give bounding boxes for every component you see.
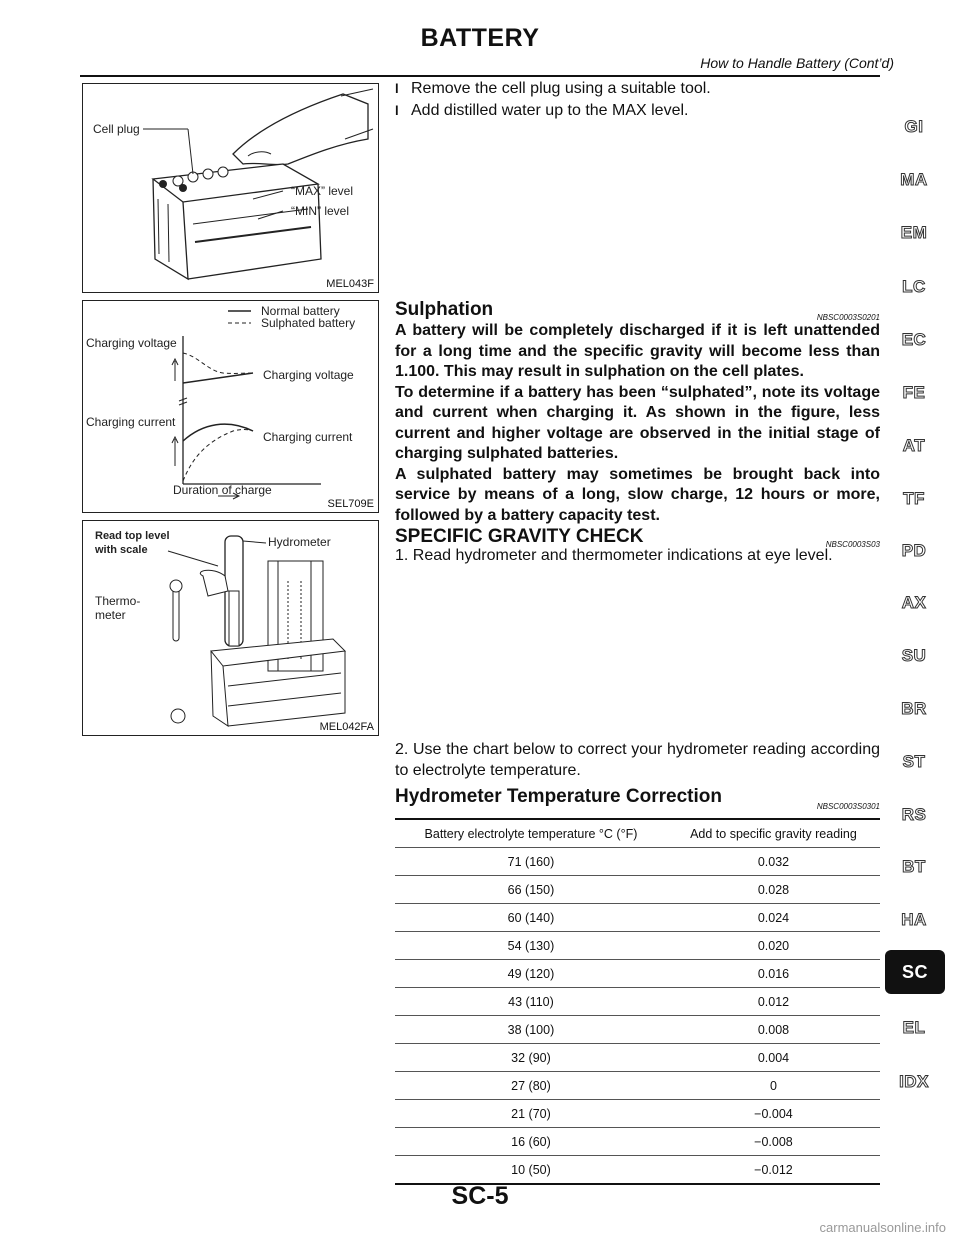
sulphation-text-2: To determine if a battery has been “sulphated”, note its voltage and current when charging it. As shown in the figure, less current and higher voltage are observed in the initial stage of charging sulphated batteries. <box>395 383 880 462</box>
side-tab-fe[interactable]: FE <box>902 383 926 402</box>
table-row <box>395 904 880 932</box>
cell-temperature: 49 (120) <box>395 960 667 988</box>
side-tab-su[interactable]: SU <box>901 646 927 665</box>
table-row <box>395 876 880 904</box>
gravity-step-2: 2. Use the chart below to correct your hydrometer reading according to electrolyte temperature. <box>395 741 880 779</box>
side-tab-el[interactable]: EL <box>902 1018 926 1037</box>
side-tab-lc[interactable]: LC <box>902 277 926 296</box>
side-tab-at[interactable]: AT <box>902 436 926 455</box>
table-row <box>395 960 880 988</box>
cell-temperature: 16 (60) <box>395 1128 667 1156</box>
cell-temperature: 60 (140) <box>395 904 667 932</box>
page-subtitle: How to Handle Battery (Cont’d) <box>700 55 894 71</box>
label-thermometer-1: Thermo- <box>95 594 141 608</box>
bullet-item <box>395 102 688 120</box>
cell-temperature: 54 (130) <box>395 932 667 960</box>
side-tab-br[interactable]: BR <box>901 699 927 718</box>
cell-correction: 0.012 <box>667 988 880 1016</box>
cell-correction: 0 <box>667 1072 880 1100</box>
section-code: NBSC0003S0201 <box>816 313 880 322</box>
side-tab-em[interactable]: EM <box>900 223 928 242</box>
label-charging-current: Charging current <box>263 430 353 444</box>
temperature-correction-table <box>395 818 880 1185</box>
cell-correction: −0.012 <box>667 1156 880 1185</box>
table-row <box>395 1100 880 1128</box>
figure-caption: SEL709E <box>327 498 374 510</box>
bullet-text: Remove the cell plug using a suitable tool. <box>411 80 711 97</box>
side-tab-rs[interactable]: RS <box>901 805 927 824</box>
side-tab-ma[interactable]: MA <box>900 170 928 189</box>
side-tab-gi[interactable]: GI <box>904 117 924 136</box>
cell-temperature: 27 (80) <box>395 1072 667 1100</box>
figure-hydrometer <box>82 520 379 736</box>
charging-chart-illustration <box>83 301 378 512</box>
section-code: NBSC0003S03 <box>825 540 880 549</box>
column-header: Add to specific gravity reading <box>667 819 880 848</box>
label-min-level: “MIN” level <box>291 204 350 218</box>
page-number: SC-5 <box>451 1182 509 1210</box>
cell-correction: 0.016 <box>667 960 880 988</box>
bullet-text: Add distilled water up to the MAX level. <box>411 102 689 119</box>
section-heading-specific-gravity: SPECIFIC GRAVITY CHECK <box>395 526 644 547</box>
cell-correction: −0.008 <box>667 1128 880 1156</box>
label-charging-current-axis: Charging current <box>86 415 176 429</box>
label-max-level: “MAX” level <box>291 184 354 198</box>
table-row <box>395 1072 880 1100</box>
label-read-top-2: with scale <box>95 544 148 556</box>
cell-correction: 0.032 <box>667 848 880 876</box>
table-row <box>395 1128 880 1156</box>
side-tab-bt[interactable]: BT <box>902 857 926 876</box>
section-heading-sulphation: Sulphation <box>395 299 494 320</box>
table-row <box>395 1156 880 1185</box>
label-duration: Duration of charge <box>173 483 272 497</box>
side-tab-idx[interactable]: IDX <box>899 1072 929 1091</box>
column-header: Battery electrolyte temperature °C (°F) <box>395 819 667 848</box>
table-row <box>395 932 880 960</box>
cell-correction: 0.024 <box>667 904 880 932</box>
watermark-text: carmanualsonline.info <box>819 1220 946 1235</box>
figure-caption: MEL042FA <box>319 721 374 733</box>
legend-normal: Normal battery <box>261 304 340 318</box>
legend-sulphated: Sulphated battery <box>261 316 356 330</box>
cell-temperature: 32 (90) <box>395 1044 667 1072</box>
bullet-marker: l <box>395 81 399 96</box>
bullet-item <box>395 80 711 98</box>
side-tab-ec[interactable]: EC <box>901 330 927 349</box>
sulphation-paragraph <box>395 321 880 526</box>
label-hydrometer: Hydrometer <box>268 535 331 549</box>
figure-sulphation-chart <box>82 300 379 513</box>
cell-temperature: 66 (150) <box>395 876 667 904</box>
figure-caption: MEL043F <box>326 278 374 290</box>
cell-temperature: 38 (100) <box>395 1016 667 1044</box>
cell-correction: −0.004 <box>667 1100 880 1128</box>
side-tab-st[interactable]: ST <box>902 752 926 771</box>
header-rule <box>80 75 880 77</box>
label-thermometer-2: meter <box>95 608 126 622</box>
section-code: NBSC0003S0301 <box>816 802 880 811</box>
cell-temperature: 21 (70) <box>395 1100 667 1128</box>
table-row <box>395 1016 880 1044</box>
battery-cell-plug-illustration <box>83 84 378 292</box>
label-read-top-1: Read top level <box>95 530 170 542</box>
cell-correction: 0.008 <box>667 1016 880 1044</box>
figure-cell-plug <box>82 83 379 293</box>
side-tab-ax[interactable]: AX <box>901 593 927 612</box>
table-row <box>395 988 880 1016</box>
hydrometer-illustration <box>83 521 378 735</box>
cell-temperature: 71 (160) <box>395 848 667 876</box>
bullet-marker: l <box>395 103 399 118</box>
side-tab-pd[interactable]: PD <box>901 541 927 560</box>
side-tab-ha[interactable]: HA <box>901 910 927 929</box>
cell-temperature: 10 (50) <box>395 1156 667 1185</box>
side-tab-sc-active[interactable]: SC <box>885 950 945 994</box>
gravity-step-1: 1. Read hydrometer and thermometer indications at eye level. <box>395 547 833 564</box>
side-tab-tf[interactable]: TF <box>903 489 925 508</box>
label-cell-plug: Cell plug <box>93 122 140 136</box>
table-row <box>395 1044 880 1072</box>
cell-temperature: 43 (110) <box>395 988 667 1016</box>
cell-correction: 0.004 <box>667 1044 880 1072</box>
page-title: BATTERY <box>420 24 540 52</box>
cell-correction: 0.028 <box>667 876 880 904</box>
section-heading-correction: Hydrometer Temperature Correction <box>395 786 722 807</box>
sulphation-text-3: A sulphated battery may sometimes be brought back into service by means of a long, slow charge, 12 hours or more, followed by a battery capacity test. <box>395 465 880 524</box>
table-header-row <box>395 819 880 848</box>
label-charging-voltage: Charging voltage <box>263 368 354 382</box>
sulphation-text-1: A battery will be completely discharged if it is left unattended for a long time and the specific gravity will become less than 1.100. This may result in sulphation on the cell plates. <box>395 322 880 380</box>
label-charging-voltage-axis: Charging voltage <box>86 336 177 350</box>
table-row <box>395 848 880 876</box>
cell-correction: 0.020 <box>667 932 880 960</box>
